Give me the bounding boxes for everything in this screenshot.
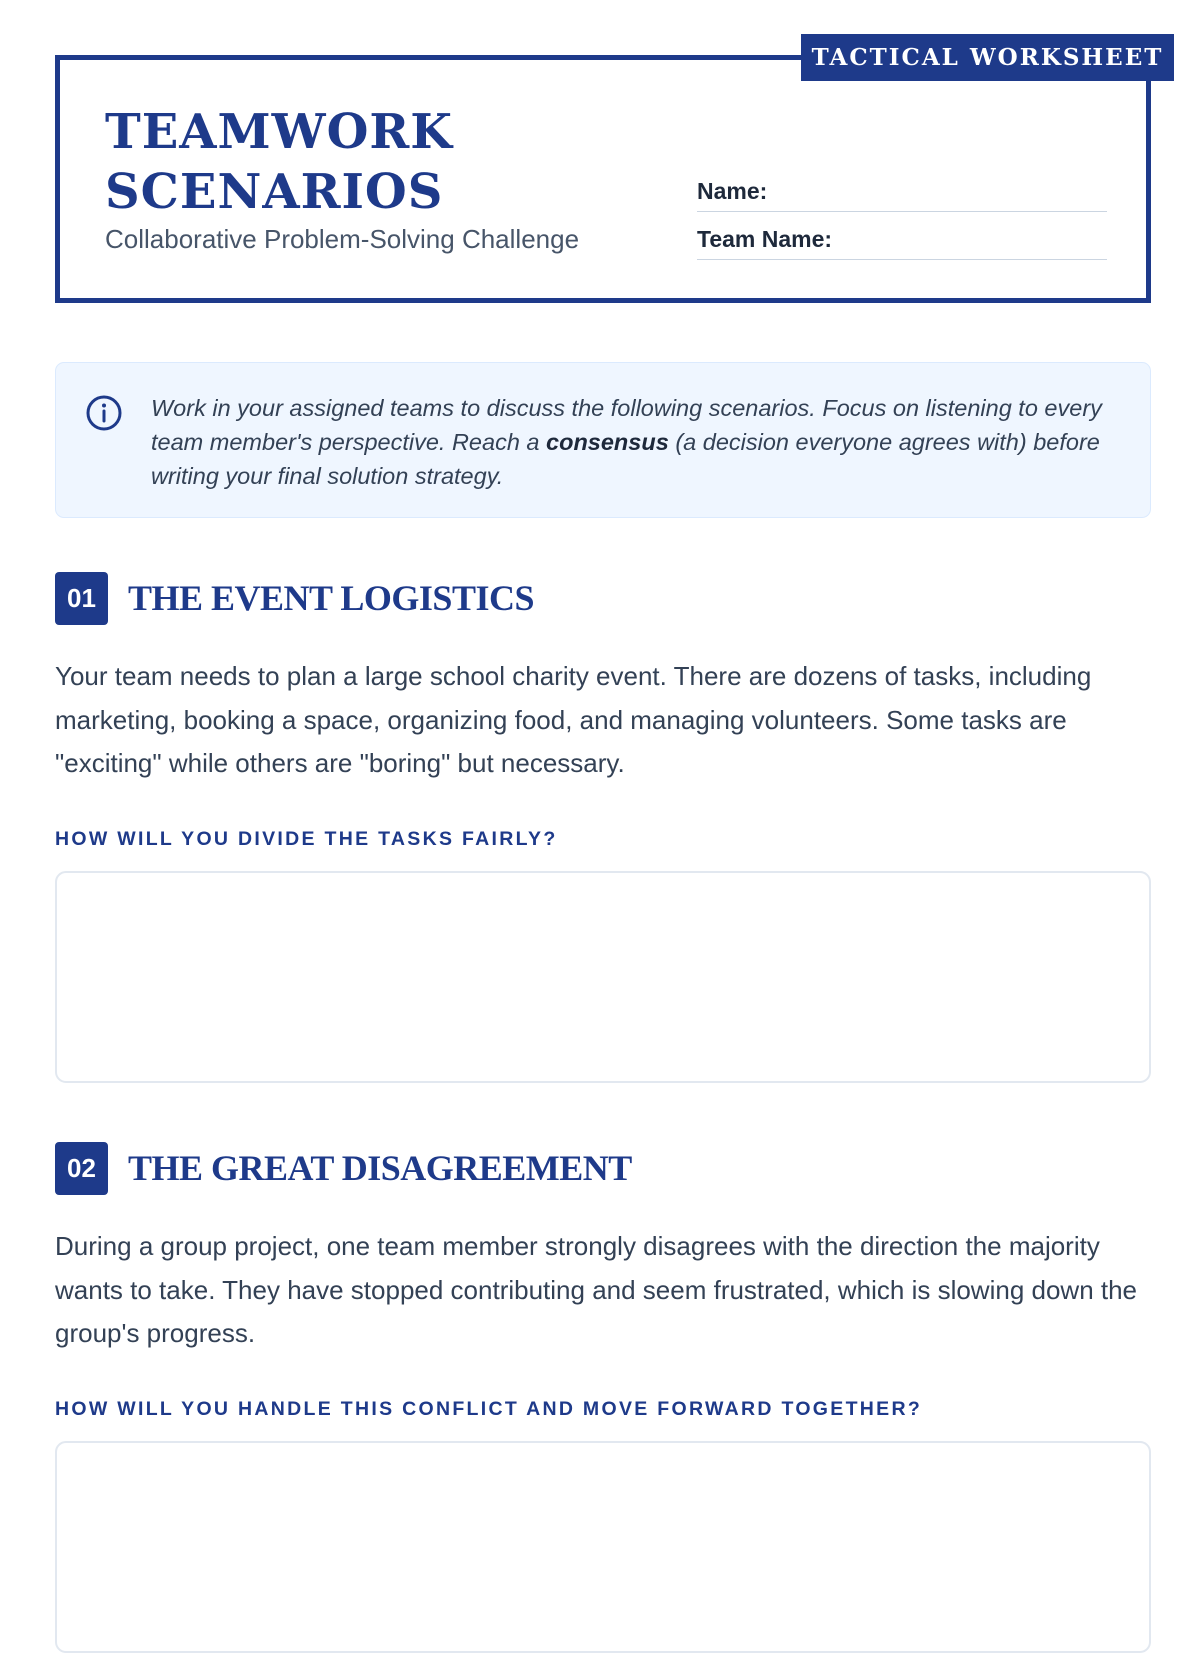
scenario-number-badge: 02 [55, 1142, 108, 1195]
worksheet-tag: TACTICAL WORKSHEET [801, 34, 1174, 81]
team-name-label: Team Name: [697, 226, 833, 252]
instructions-text-start: Work in your assigned teams to discuss the following scenarios. Focus on listening to every team member's perspective. Reach a [151, 395, 1102, 455]
page-title-line-2: SCENARIOS [105, 164, 444, 220]
scenario-header [55, 1141, 1151, 1195]
name-field[interactable] [697, 178, 1107, 212]
info-icon [84, 393, 124, 433]
answer-box[interactable] [55, 871, 1151, 1083]
scenario-header [55, 571, 1151, 625]
scenario-description: Your team needs to plan a large school charity event. There are dozens of tasks, including marketing, booking a space, organizing food, and managing volunteers. Some tasks are "exciting" while others are "boring" but necessary. [55, 661, 1092, 778]
scenario-title: THE GREAT DISAGREEMENT [128, 1148, 632, 1188]
scenario-title: THE EVENT LOGISTICS [128, 578, 534, 618]
instructions-box [55, 362, 1151, 518]
scenario-question: HOW WILL YOU HANDLE THIS CONFLICT AND MOVE FORWARD TOGETHER? [55, 1397, 923, 1420]
consensus-term: consensus [546, 429, 669, 455]
scenario-section [55, 1141, 1151, 1653]
team-name-field[interactable] [697, 226, 1107, 260]
name-label: Name: [697, 178, 768, 204]
answer-box[interactable] [55, 1441, 1151, 1653]
scenario-number-badge: 01 [55, 572, 108, 625]
page-title-line-1: TEAMWORK [105, 104, 454, 160]
student-fields [697, 178, 1107, 274]
instructions-text [151, 391, 1111, 493]
scenario-description: During a group project, one team member strongly disagrees with the direction the majority wants to take. They have stopped contributing and seem frustrated, which is slowing down the group's progress. [55, 1231, 1138, 1348]
instructions-text-end: (a decision everyone agrees with) before writing your final solution strategy. [151, 429, 1100, 489]
scenario-section [55, 571, 1151, 1083]
scenario-question: HOW WILL YOU DIVIDE THE TASKS FAIRLY? [55, 827, 558, 850]
page-subtitle: Collaborative Problem-Solving Challenge [105, 224, 580, 254]
worksheet-header [55, 55, 1151, 303]
title-block [105, 102, 579, 255]
